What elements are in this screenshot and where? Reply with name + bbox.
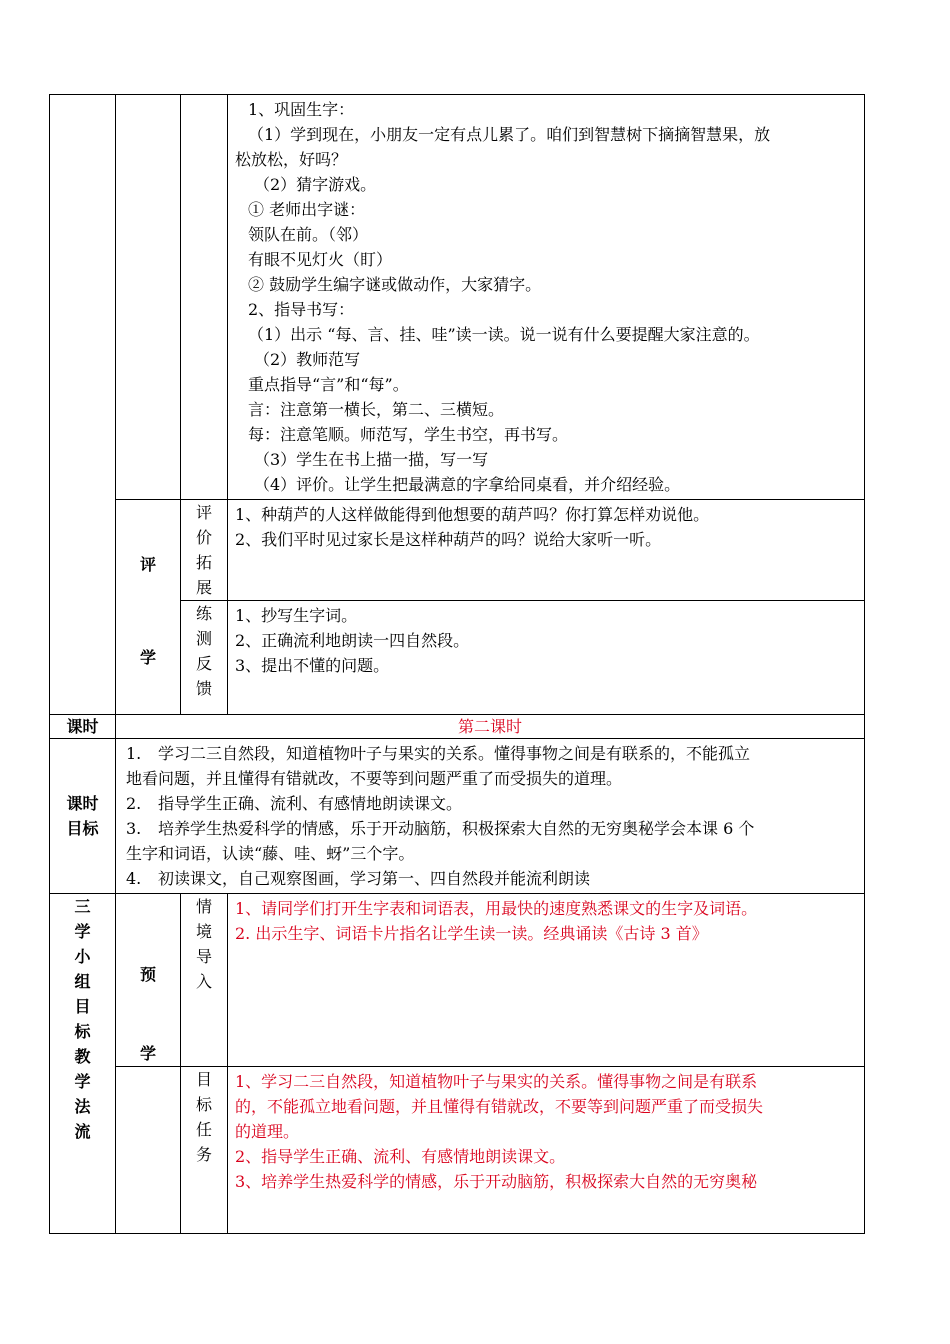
label-char: 流 (74, 1122, 91, 1141)
text-line: （3）学生在书上描一描，写一写 (254, 450, 489, 469)
label-char: 评 (195, 503, 212, 522)
text-line: 1、学习二三自然段，知道植物叶子与果实的关系。懂得事物之间是有联系 (235, 1072, 758, 1091)
empty-left-cell (50, 95, 116, 715)
practice-feedback-content (228, 601, 865, 715)
label-char: 小 (74, 947, 91, 966)
text-line: 言：注意第一横长，第二、三横短。 (248, 400, 505, 419)
text-line: ① 老师出字谜： (248, 200, 366, 219)
situation-intro-label (181, 894, 228, 1067)
label-char: 务 (195, 1145, 212, 1164)
label-char: 目 (74, 997, 91, 1016)
item-text: 培养学生热爱科学的情感，乐于开动脑筋，积极探索大自然的无穷奥秘学会本课 6 个 (158, 819, 755, 838)
label-char: 境 (195, 922, 212, 941)
item-number: 3. (126, 819, 142, 838)
evaluate-learn-label (116, 500, 181, 715)
preview-char: 预 (139, 965, 156, 984)
text-line: 1、巩固生字： (248, 100, 355, 119)
text-line: （2）教师范写 (254, 350, 361, 369)
preview-learn-label (116, 894, 181, 1067)
row-class-objectives (50, 739, 865, 894)
objective-item (126, 766, 858, 791)
evaluate-char: 评 (139, 555, 156, 574)
text-line: 松放松，好吗？ (235, 150, 348, 169)
label-char: 情 (195, 897, 212, 916)
text-line: （1）出示 “每、言、挂、哇”读一读。说一说有什么要提醒大家注意的。 (248, 325, 760, 344)
text-line: 3、培养学生热爱科学的情感，乐于开动脑筋，积极探索大自然的无穷奥秘 (235, 1172, 758, 1191)
text-line: （2）猜字游戏。 (254, 175, 377, 194)
class-period-label: 课时 (50, 715, 116, 739)
label-char: 法 (74, 1097, 91, 1116)
objective-item (126, 791, 858, 816)
class-objectives-content (116, 739, 865, 894)
item-text: 初读课文，自己观察图画，学习第一、四自然段并能流利朗读 (158, 869, 591, 888)
label-char: 任 (195, 1120, 212, 1139)
learn-char: 学 (139, 648, 156, 667)
item-number: 4. (126, 869, 142, 888)
practice-feedback-label (181, 601, 228, 715)
text-line: 1、抄写生字词。 (235, 606, 358, 625)
row-evaluation-extension (50, 500, 865, 601)
text-line: 每：注意笔顺。师范写，学生书空，再书写。 (248, 425, 569, 444)
empty-phase-cell (116, 95, 181, 500)
label-line: 课时 (66, 794, 99, 813)
item-text: 生字和词语，认读“藤、哇、蚜”三个字。 (126, 844, 415, 863)
text-line: 有眼不见灯火（盯） (248, 250, 393, 269)
consolidation-content (228, 95, 865, 500)
label-char: 三 (74, 897, 91, 916)
item-text: 指导学生正确、流利、有感情地朗读课文。 (158, 794, 463, 813)
item-text: 学习二三自然段，知道植物叶子与果实的关系。懂得事物之间是有联系的，不能孤立 (158, 744, 751, 763)
text-line: 2、指导学生正确、流利、有感情地朗读课文。 (235, 1147, 566, 1166)
three-learn-group-label (50, 894, 116, 1234)
class-period-value: 第二课时 (116, 715, 865, 739)
text-line: 的道理。 (235, 1122, 300, 1141)
label-char: 学 (74, 922, 91, 941)
text-line: （1）学到现在，小朋友一定有点儿累了。咱们到智慧树下摘摘智慧果，放 (248, 125, 771, 144)
evaluation-extension-label (181, 500, 228, 601)
objective-item (126, 816, 858, 841)
label-char: 馈 (195, 679, 212, 698)
text-line: 1、种葫芦的人这样做能得到他想要的葫芦吗？你打算怎样劝说他。 (235, 505, 710, 524)
text-line: 1、请同学们打开生字表和词语表，用最快的速度熟悉课文的生字及词语。 (235, 899, 758, 918)
text-line: 2. 出示生字、词语卡片指名让学生读一读。经典诵读《古诗 3 首》 (235, 924, 708, 943)
label-char: 测 (195, 629, 212, 648)
label-char: 学 (74, 1072, 91, 1091)
objective-item (126, 866, 858, 891)
text-line: 的，不能孤立地看问题，并且懂得有错就改，不要等到问题严重了而受损失 (235, 1097, 764, 1116)
empty-phase-cell (116, 1067, 181, 1234)
evaluation-extension-content (228, 500, 865, 601)
label-char: 入 (195, 972, 212, 991)
label-char: 标 (74, 1022, 91, 1041)
goal-tasks-content (228, 1067, 865, 1234)
item-number: 2. (126, 794, 142, 813)
label-char: 反 (195, 654, 212, 673)
label-char: 目 (195, 1070, 212, 1089)
text-line: 2、我们平时见过家长是这样种葫芦的吗？说给大家听一听。 (235, 530, 662, 549)
class-objectives-label (50, 739, 116, 894)
text-line: 2、正确流利地朗读一四自然段。 (235, 631, 470, 650)
row-class-period (50, 715, 865, 739)
text-line: 3、提出不懂的问题。 (235, 656, 390, 675)
lesson-plan-page (49, 94, 864, 1234)
label-char: 组 (74, 972, 91, 991)
label-char: 价 (195, 528, 212, 547)
label-char: 拓 (195, 553, 212, 572)
learn-char: 学 (139, 1044, 156, 1063)
item-text: 地看问题，并且懂得有错就改，不要等到问题严重了而受损失的道理。 (126, 769, 623, 788)
label-char: 教 (74, 1047, 91, 1066)
label-char: 练 (195, 604, 212, 623)
label-char: 展 (195, 578, 212, 597)
row-goal-tasks (50, 1067, 865, 1234)
label-char: 标 (195, 1095, 212, 1114)
label-line: 目标 (66, 819, 99, 838)
objective-item (126, 841, 858, 866)
text-line: 领队在前。（邻） (248, 225, 369, 244)
text-line: （4）评价。让学生把最满意的字拿给同桌看，并介绍经验。 (254, 475, 681, 494)
text-line: ② 鼓励学生编字谜或做动作，大家猜字。 (248, 275, 542, 294)
text-line: 重点指导“言”和“每”。 (248, 375, 409, 394)
objective-item (126, 741, 858, 766)
situation-intro-content (228, 894, 865, 1067)
item-number: 1. (126, 744, 142, 763)
row-consolidation (50, 95, 865, 500)
empty-step-cell (181, 95, 228, 500)
row-situation-intro (50, 894, 865, 1067)
label-char: 导 (195, 947, 212, 966)
text-line: 2、指导书写： (248, 300, 355, 319)
goal-tasks-label (181, 1067, 228, 1234)
lesson-plan-table (49, 94, 865, 1234)
